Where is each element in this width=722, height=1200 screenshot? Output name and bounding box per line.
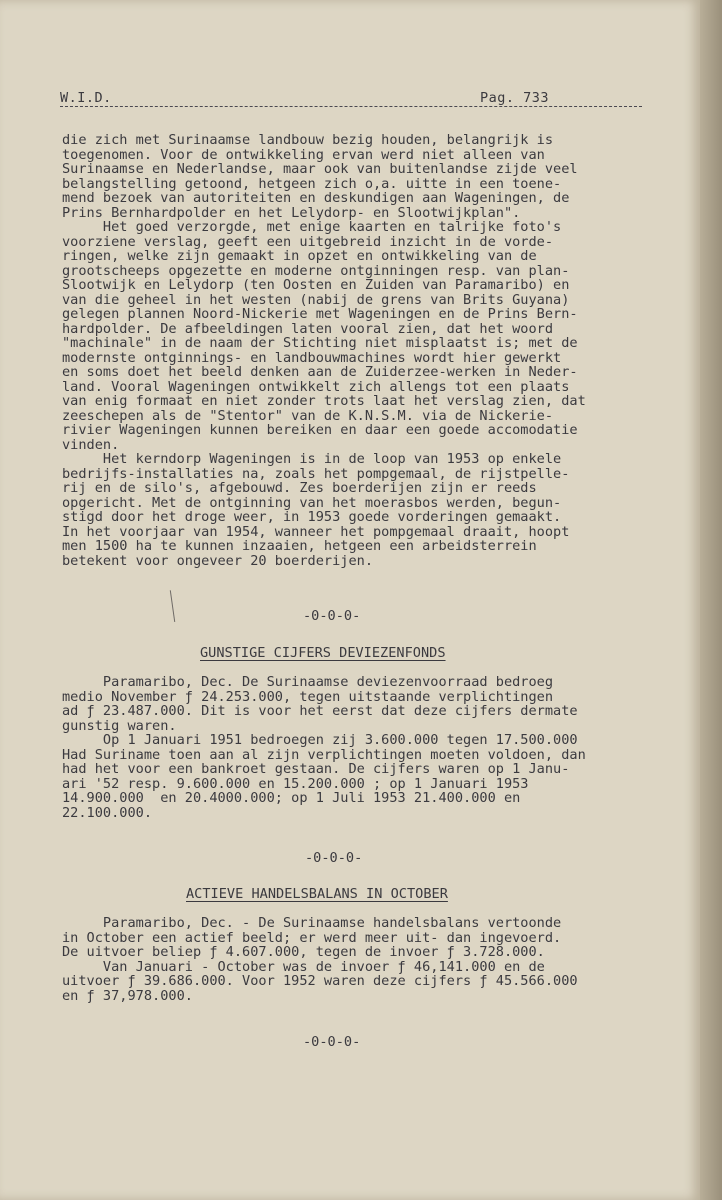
text-line: De uitvoer beliep ƒ 4.607.000, tegen de invoer ƒ 3.728.000. [62, 944, 545, 960]
text-line: van die geheel in het westen (nabij de grens van Brits Guyana) [62, 291, 570, 308]
text-line: hardpolder. De afbeeldingen laten vooral zien, dat het woord [62, 320, 554, 337]
text-line: rivier Wageningen kunnen bereiken en daar een goede accomodatie [62, 422, 578, 438]
text-line: men 1500 ha te kunnen inzaaien, hetgeen een arbeidsterrein [62, 538, 537, 554]
text-line: voorziene verslag, geeft een uitgebreid inzicht in de vorde- [62, 233, 554, 250]
text-line: toegenomen. Voor de ontwikkeling ervan werd niet alleen van [62, 146, 545, 163]
text-line: Het kerndorp Wageningen is in de loop van 1953 op enkele [62, 451, 562, 467]
pencil-mark [170, 590, 177, 622]
text-line: mend bezoek van autoriteiten en deskundigen aan Wageningen, de [62, 190, 570, 206]
text-line: grootscheeps opgezette en moderne ontginningen resp. van plan- [62, 262, 570, 279]
page-header [60, 90, 642, 110]
text-line: zeeschepen als de "Stentor" van de K.N.S.M. via de Nickerie- [62, 407, 554, 424]
publication-code: W.I.D. [60, 90, 112, 106]
text-line: en soms doet het beeld denken aan de Zuiderzee-werken in Neder- [62, 364, 578, 380]
section-separator: -0-0-0- [305, 850, 363, 866]
text-line: modernste ontginnings- en landbouwmachines wordt hier gewerkt [62, 349, 562, 366]
text-line: had het voor een bankroet gestaan. De cijfers waren op 1 Janu- [62, 761, 570, 777]
text-line: gelegen plannen Noord-Nickerie met Wageningen en de Prins Bern- [62, 306, 578, 322]
text-line: van enig formaat en niet zonder trots laat het verslag zien, dat [62, 393, 586, 409]
text-line: Slootwijk en Lelydorp (ten Oosten en Zuiden van Paramaribo) en [62, 277, 570, 293]
text-line: opgericht. Met de ontginning van het moerasbos werden, begun- [62, 494, 562, 511]
text-line: vinden. [62, 436, 120, 453]
text-line: 14.900.000 en 20.4000.000; op 1 Juli 1953 21.400.000 en [62, 790, 521, 806]
text-line: uitvoer ƒ 39.686.000. Voor 1952 waren deze cijfers ƒ 45.566.000 [62, 973, 578, 989]
text-line: die zich met Surinaamse landbouw bezig houden, belangrijk is [62, 132, 554, 148]
text-line: stigd door het droge weer, in 1953 goede vorderingen gemaakt. [62, 509, 562, 525]
text-line: bedrijfs-installaties na, zoals het pompgemaal, de rijstpelle- [62, 465, 570, 482]
text-line: "machinale" in de naam der Stichting niet misplaatst is; met de [62, 335, 578, 351]
page-number: Pag. 733 [480, 90, 550, 106]
text-line: Surinaamse en Nederlandse, maar ook van buitenlandse zijde veel [62, 161, 578, 177]
page-edge [700, 0, 722, 1200]
text-line: Het goed verzorgde, met enige kaarten en talrijke foto's [62, 219, 562, 235]
text-line: ringen, welke zijn gemaakt in opzet en ontwikkeling van de [62, 248, 537, 264]
text-line: ari '52 resp. 9.600.000 en 15.200.000 ; op 1 Januari 1953 [62, 775, 529, 792]
text-line: ad ƒ 23.487.000. Dit is voor het eerst dat deze cijfers dermate [62, 703, 578, 719]
text-line: Prins Bernhardpolder en het Lelydorp- en Slootwijkplan". [62, 204, 521, 221]
article-heading: GUNSTIGE CIJFERS DEVIEZENFONDS [200, 645, 446, 661]
text-line: Van Januari - October was de invoer ƒ 46,141.000 en de [62, 958, 545, 975]
text-line: 22.100.000. [62, 804, 153, 821]
header-rule [60, 106, 642, 107]
text-line: medio November ƒ 24.253.000, tegen uitstaande verplichtingen [62, 688, 554, 705]
article-deviezen-body [62, 674, 668, 821]
article-handelsbalans-body [62, 916, 662, 1003]
text-line: belangstelling getoond, hetgeen zich o,a. uitte in een toene- [62, 175, 562, 192]
text-line: betekent voor ongeveer 20 boerderijen. [62, 552, 373, 569]
text-line: Paramaribo, Dec. De Surinaamse deviezenvoorraad bedroeg [62, 674, 554, 690]
text-line: Op 1 Januari 1951 bedroegen zij 3.600.000 tegen 17.500.000 [62, 732, 578, 748]
text-line: rij en de silo's, afgebouwd. Zes boerderijen zijn er reeds [62, 480, 537, 496]
text-line: In het voorjaar van 1954, wanneer het pompgemaal draait, hoopt [62, 523, 570, 540]
article-landbouw-body [62, 133, 662, 568]
section-separator: -0-0-0- [303, 608, 361, 624]
text-line: in October een actief beeld; er werd meer uit- dan ingevoerd. [62, 929, 562, 946]
text-line: Paramaribo, Dec. - De Surinaamse handelsbalans vertoonde [62, 915, 562, 931]
text-line: land. Vooral Wageningen ontwikkelt zich allengs tot een plaats [62, 378, 570, 395]
text-line: Had Suriname toen aan al zijn verplichtingen moeten voldoen, dan [62, 746, 586, 763]
article-heading: ACTIEVE HANDELSBALANS IN OCTOBER [186, 886, 448, 902]
text-line: en ƒ 37,978.000. [62, 987, 193, 1004]
text-line: gunstig waren. [62, 717, 177, 734]
section-separator: -0-0-0- [303, 1034, 361, 1050]
